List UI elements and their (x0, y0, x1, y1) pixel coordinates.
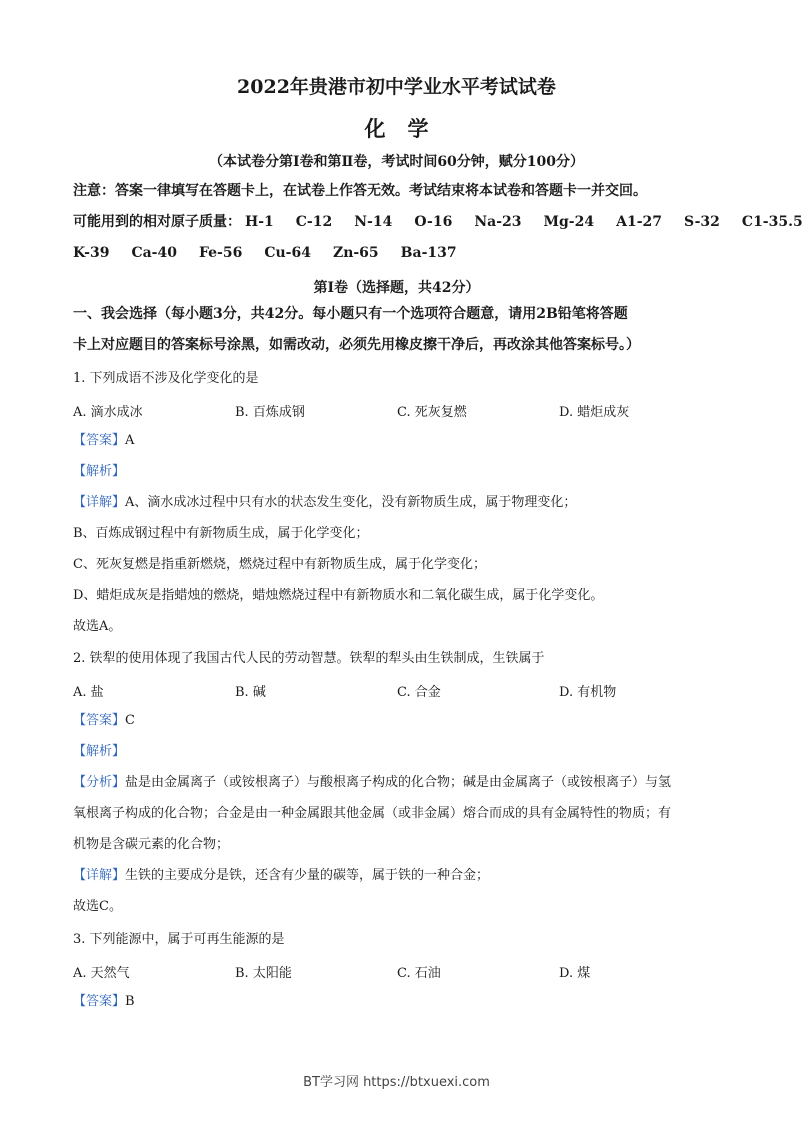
atomic-mass: Ba-137 (400, 245, 457, 261)
q1-option-a: A. 滴水成冰 (73, 405, 143, 420)
q3-option-d: D. 煤 (559, 966, 591, 981)
atomic-mass: Na-23 (474, 214, 522, 230)
atomic-masses-line2 (73, 244, 753, 262)
part-instructions-line2: 卡上对应题目的答案标号涂黑，如需改动，必须先用橡皮擦干净后，再改涂其他答案标号。） (73, 337, 640, 353)
q3-option-c: C. 石油 (397, 966, 441, 981)
analysis-sub-tag: 【分析】 (73, 775, 126, 790)
answer-value: A (125, 433, 135, 448)
atomic-mass: H-1 (245, 214, 274, 230)
notice: 注意：答案一律填写在答题卡上，在试卷上作答无效。考试结束将本试卷和答题卡一并交回。 (73, 183, 647, 199)
atomic-masses-label: 可能用到的相对原子质量： (73, 214, 241, 230)
answer-value: B (125, 994, 135, 1009)
q2-option-b: B. 碱 (235, 685, 266, 700)
answer-tag: 【答案】 (73, 433, 126, 448)
atomic-mass: Mg-24 (543, 214, 595, 230)
atomic-mass: A1-27 (616, 214, 662, 230)
q1-conclusion: 故选A。 (73, 619, 122, 634)
answer-tag: 【答案】 (73, 713, 126, 728)
q3-options (73, 962, 733, 981)
q1-stem: 1. 下列成语不涉及化学变化的是 (73, 371, 259, 386)
q2-detail-line: 【详解】生铁的主要成分是铁，还含有少量的碳等，属于铁的一种合金； (73, 868, 490, 883)
q2-option-d: D. 有机物 (559, 685, 617, 700)
section-title: 第Ⅰ卷（选择题，共42分） (313, 280, 480, 296)
exam-subtitle: （本试卷分第Ⅰ卷和第Ⅱ卷，考试时间60分钟，赋分100分） (208, 154, 585, 170)
q3-stem: 3. 下列能源中，属于可再生能源的是 (73, 932, 285, 947)
part-instructions-line1: 一、我会选择（每小题3分，共42分。每小题只有一个选项符合题意，请用2B铅笔将答题 (73, 306, 628, 322)
subject-title: 化学 (364, 116, 451, 141)
q1-detail-line: D、蜡炬成灰是指蜡烛的燃烧，蜡烛燃烧过程中有新物质水和二氧化碳生成，属于化学变化。 (73, 588, 604, 603)
q2-options (73, 681, 733, 700)
atomic-mass: Ca-40 (131, 245, 177, 261)
q1-detail-line: 【详解】A、滴水成冰过程中只有水的状态发生变化，没有新物质生成，属于物理变化； (73, 495, 577, 510)
q2-analysis-line: 机物是含碳元素的化合物； (73, 837, 230, 852)
q3-answer (73, 993, 753, 1011)
atomic-mass: Fe-56 (198, 245, 243, 261)
q1-answer (73, 432, 753, 450)
atomic-masses-line1 (73, 213, 803, 231)
q2-conclusion: 故选C。 (73, 899, 122, 914)
q1-option-c: C. 死灰复燃 (397, 405, 467, 420)
q1-detail-line: B、百炼成钢过程中有新物质生成，属于化学变化； (73, 526, 369, 541)
answer-tag: 【答案】 (73, 994, 126, 1009)
atomic-mass: N-14 (354, 214, 393, 230)
q3-option-b: B. 太阳能 (235, 966, 292, 981)
q1-options (73, 401, 733, 420)
atomic-mass: K-39 (73, 245, 110, 261)
q1-analysis-tag: 【解析】 (73, 464, 126, 479)
atomic-mass: C1-35.5 (741, 214, 803, 230)
q2-analysis-line: 【分析】盐是由金属离子（或铵根离子）与酸根离子构成的化合物；碱是由金属离子（或铵根离子）与氢 (73, 775, 672, 790)
detail-tag: 【详解】 (73, 868, 126, 883)
q3-option-a: A. 天然气 (73, 966, 130, 981)
atomic-mass: Zn-65 (332, 245, 379, 261)
atomic-mass: O-16 (414, 214, 453, 230)
q2-stem: 2. 铁犁的使用体现了我国古代人民的劳动智慧。铁犁的犁头由生铁制成，生铁属于 (73, 651, 545, 666)
atomic-mass: S-32 (684, 214, 720, 230)
footer-watermark: BT学习网 https://btxuexi.com (303, 1075, 490, 1090)
q2-analysis-tag: 【解析】 (73, 744, 126, 759)
q2-answer (73, 712, 753, 730)
atomic-mass: C-12 (295, 214, 333, 230)
q2-option-c: C. 合金 (397, 685, 441, 700)
atomic-mass: Cu-64 (264, 245, 311, 261)
q1-option-d: D. 蜡炬成灰 (559, 405, 630, 420)
detail-tag: 【详解】 (73, 495, 126, 510)
q2-analysis-line: 氧根离子构成的化合物；合金是由一种金属跟其他金属（或非金属）熔合而成的具有金属特性的物质；有 (73, 806, 672, 821)
exam-title: 2022年贵港市初中学业水平考试试卷 (237, 76, 556, 98)
q1-option-b: B. 百炼成钢 (235, 405, 305, 420)
answer-value: C (125, 713, 135, 728)
q2-option-a: A. 盐 (73, 685, 104, 700)
q1-detail-line: C、死灰复燃是指重新燃烧，燃烧过程中有新物质生成，属于化学变化； (73, 557, 486, 572)
